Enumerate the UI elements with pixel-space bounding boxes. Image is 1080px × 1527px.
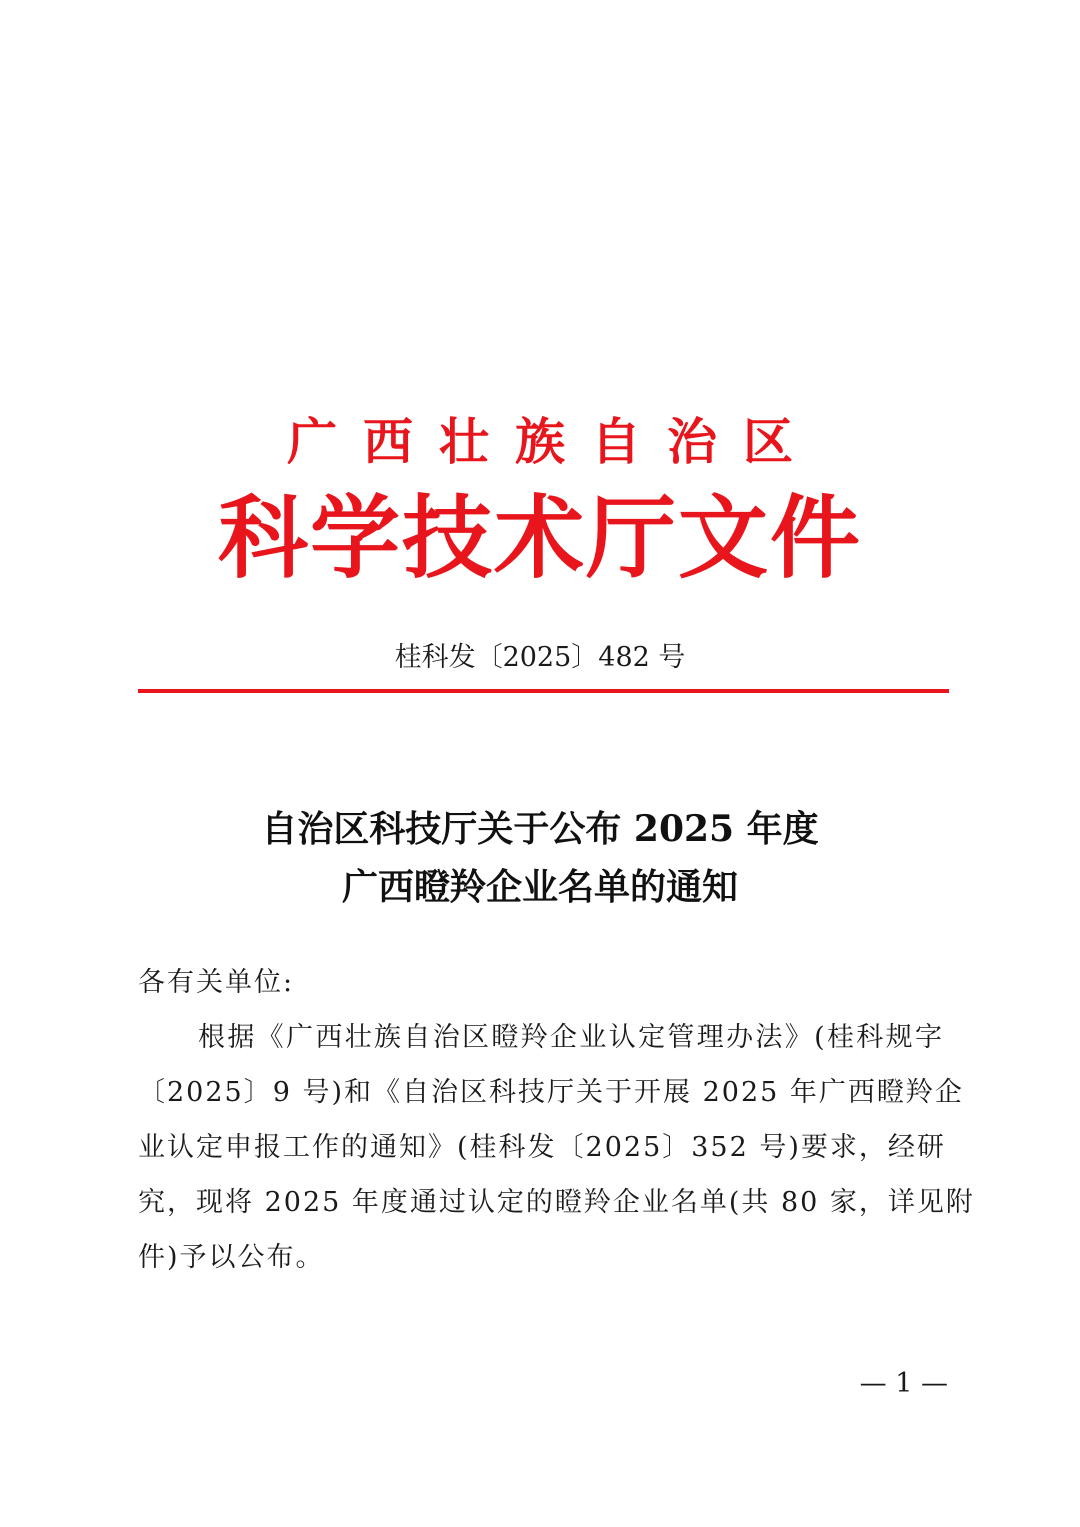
- salutation: 各有关单位:: [138, 967, 295, 998]
- page-number: — 1 —: [859, 1368, 948, 1399]
- notice-title-line-2: 广西瞪羚企业名单的通知: [341, 866, 738, 908]
- body-paragraph: [138, 1010, 975, 1285]
- body-line: 〔2025〕9 号)和《自治区科技厅关于开展 2025 年广西瞪羚企: [138, 1077, 964, 1108]
- notice-title-line-1: 自治区科技厅关于公布 2025 年度: [261, 808, 819, 850]
- body-line: 根据《广西壮族自治区瞪羚企业认定管理办法》(桂科规字: [198, 1022, 944, 1053]
- document-masthead: 科学技术厅文件: [218, 485, 862, 591]
- body-line: 究，现将 2025 年度通过认定的瞪羚企业名单(共 80 家，详见附: [138, 1187, 975, 1218]
- body-line: 业认定申报工作的通知》(桂科发〔2025〕352 号)要求，经研: [138, 1132, 946, 1163]
- notice-title: [0, 800, 1080, 916]
- body-line: 件)予以公布。: [138, 1242, 325, 1273]
- document-number: 桂科发〔2025〕482 号: [394, 642, 686, 673]
- issuing-authority-line: 广西壮族自治区: [287, 412, 819, 471]
- red-divider-line: [138, 689, 949, 693]
